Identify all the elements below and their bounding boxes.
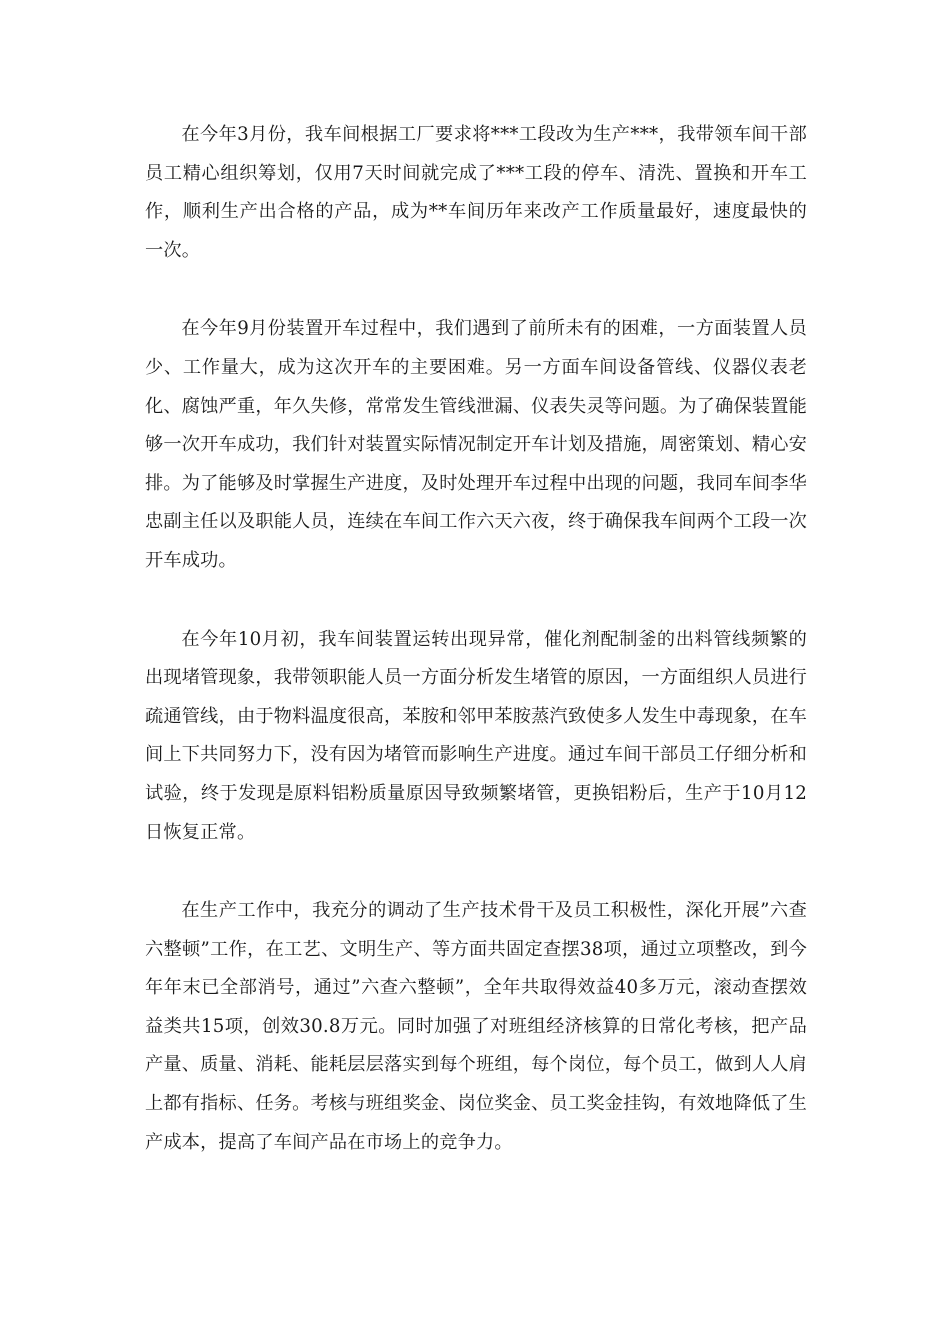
document-body	[145, 116, 807, 1202]
paragraph-4: 在生产工作中，我充分的调动了生产技术骨干及员工积极性，深化开展”六查六整顿”工作，在工艺、文明生产、等方面共固定查摆38项，通过立项整改，到今年年末已全部消号，通过”六查六整顿”，全年共取得效益40多万元，滚动查摆效益类共15项，创效30.8万元。同时加强了对班组经济核算的日常化考核，把产品产量、质量、消耗、能耗层层落实到每个班组，每个岗位，每个员工，做到人人肩上都有指标、任务。考核与班组奖金、岗位奖金、员工奖金挂钩，有效地降低了生产成本，提高了车间产品在市场上的竞争力。	[145, 900, 807, 1153]
paragraph-2: 在今年9月份装置开车过程中，我们遇到了前所未有的困难，一方面装置人员少、工作量大，成为这次开车的主要困难。另一方面车间设备管线、仪器仪表老化、腐蚀严重，年久失修，常常发生管线泄漏、仪表失灵等问题。为了确保装置能够一次开车成功，我们针对装置实际情况制定开车计划及措施，周密策划、精心安排。为了能够及时掌握生产进度，及时处理开车过程中出现的问题，我同车间李华忠副主任以及职能人员，连续在车间工作六天六夜，终于确保我车间两个工段一次开车成功。	[145, 318, 807, 571]
paragraph-1: 在今年3月份，我车间根据工厂要求将***工段改为生产***，我带领车间干部员工精心组织筹划，仅用7天时间就完成了***工段的停车、清洗、置换和开车工作，顺利生产出合格的产品，成为**车间历年来改产工作质量最好，速度最快的一次。	[145, 124, 807, 261]
paragraph-3: 在今年10月初，我车间装置运转出现异常，催化剂配制釜的出料管线频繁的出现堵管现象，我带领职能人员一方面分析发生堵管的原因，一方面组织人员进行疏通管线，由于物料温度很高，苯胺和邻甲苯胺蒸汽致使多人发生中毒现象，在车间上下共同努力下，没有因为堵管而影响生产进度。通过车间干部员工仔细分析和试验，终于发现是原料铝粉质量原因导致频繁堵管，更换铝粉后，生产于10月12日恢复正常。	[145, 628, 807, 843]
